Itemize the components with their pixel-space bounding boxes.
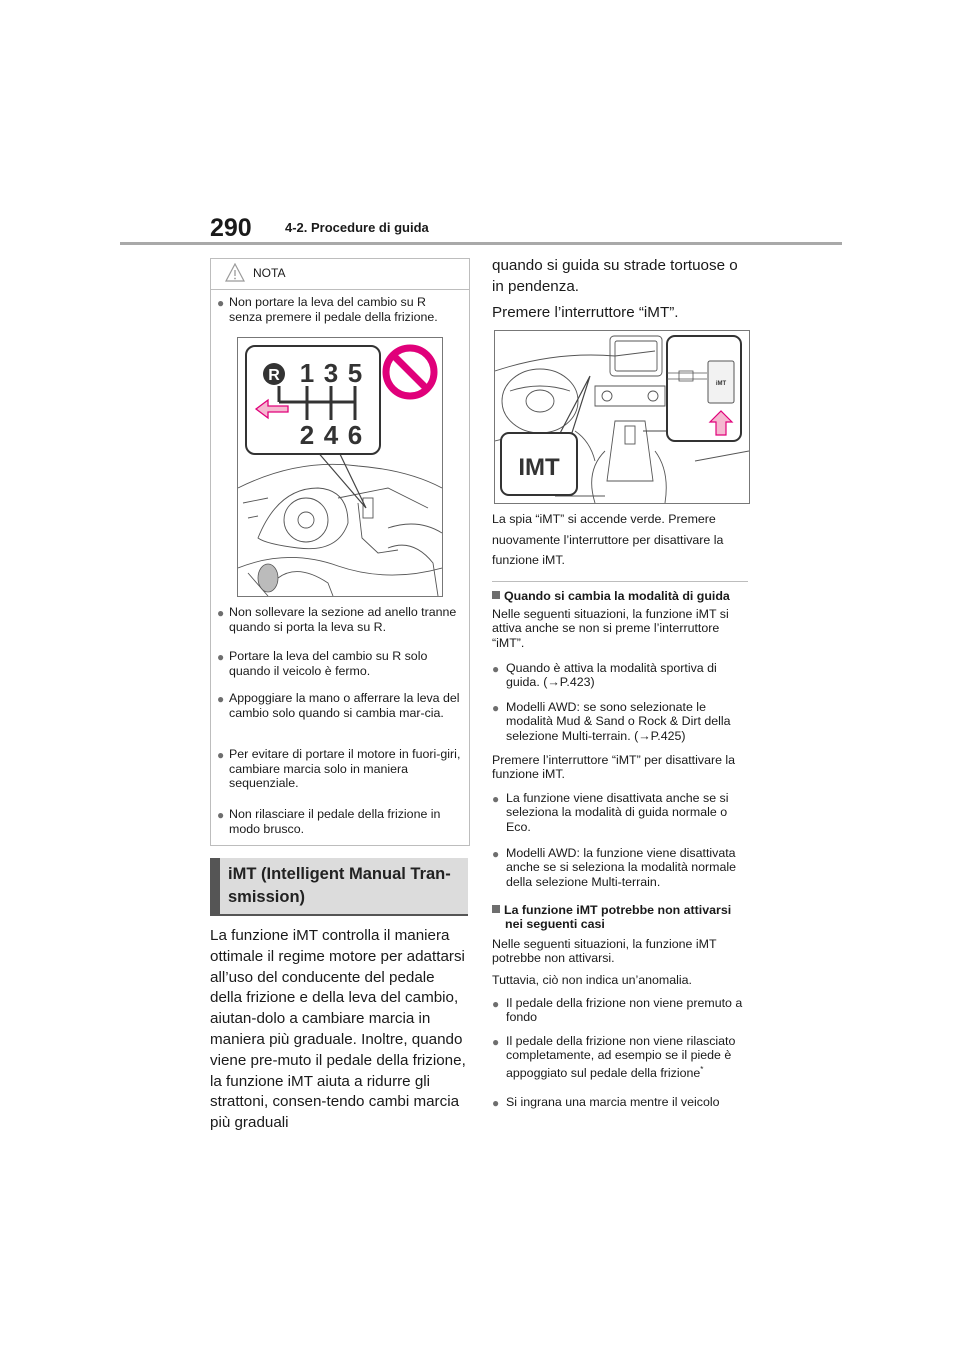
- warning-icon: [225, 263, 245, 287]
- gear-number: 1: [299, 358, 315, 388]
- nota-item: ● Appoggiare la mano o afferrare la leva del cambio solo quando si cambia mar-cia.: [217, 691, 460, 720]
- nota-item: ● Non portare la leva del cambio su R senza premere il pedale della frizione.: [217, 295, 438, 324]
- square-bullet-icon: [492, 905, 500, 913]
- gear-number: 3: [323, 358, 339, 388]
- bullet-icon: ●: [492, 662, 500, 676]
- section-heading-title: iMT (Intelligent Manual Tran- smission): [228, 865, 451, 906]
- footnote-mark: *: [700, 1064, 704, 1074]
- bullet-icon: ●: [492, 847, 500, 861]
- section-heading: [210, 858, 468, 916]
- imt-callout-label: IMT: [518, 454, 560, 481]
- subheading: La funzione iMT potrebbe non attivarsi nei seguenti casi: [492, 903, 750, 931]
- list-item: ● Modelli AWD: la funzione viene disattivata anche se si seleziona la modalità normale della selezione Multi-terrain.: [492, 846, 737, 889]
- paragraph: Nelle seguenti situazioni, la funzione iMT si attiva anche se non si preme l’interruttore “iMT”.: [492, 607, 729, 650]
- list-item: ● Il pedale della frizione non viene premuto a fondo: [492, 996, 743, 1025]
- list-item: ● La funzione viene disattivata anche se si seleziona la modalità di guida normale o Eco.: [492, 791, 729, 834]
- bullet-icon: ●: [217, 808, 225, 822]
- section-heading-bar: [210, 858, 220, 914]
- gear-reverse-label: R: [268, 367, 280, 384]
- nota-item: ● Non sollevare la sezione ad anello tranne quando si porta la leva su R.: [217, 605, 457, 634]
- gear-number: 6: [347, 420, 363, 450]
- nota-label: NOTA: [253, 266, 286, 280]
- nota-header: [211, 259, 469, 290]
- bullet-icon: ●: [217, 748, 225, 762]
- list-item: ● Si ingrana una marcia mentre il veicolo: [492, 1095, 720, 1110]
- gear-number: 2: [299, 420, 315, 450]
- nota-item: ● Portare la leva del cambio su R solo quando il veicolo è fermo.: [217, 649, 428, 678]
- bullet-icon: ●: [217, 296, 225, 310]
- bullet-icon: ●: [492, 792, 500, 806]
- paragraph: Nelle seguenti situazioni, la funzione iMT potrebbe non attivarsi.: [492, 937, 717, 966]
- nota-item: ● Per evitare di portare il motore in fuori-giri, cambiare marcia solo in maniera sequenziale.: [217, 747, 461, 790]
- nota-item: ● Non rilasciare il pedale della frizione in modo brusco.: [217, 807, 441, 836]
- list-item: ● Il pedale della frizione non viene rilasciato completamente, ad esempio se il piede è appoggiato sul pedale della frizione*: [492, 1034, 736, 1080]
- paragraph: Premere l’interruttore “iMT” per disattivare la funzione iMT.: [492, 753, 736, 782]
- press-switch-text: Premere l’interruttore “iMT”.: [492, 304, 679, 321]
- subheading: Quando si cambia la modalità di guida: [492, 589, 750, 603]
- gear-number: 5: [347, 358, 363, 388]
- paragraph: Tuttavia, ciò non indica un’anomalia.: [492, 973, 692, 987]
- imt-switch-label: iMT: [715, 381, 727, 387]
- bullet-icon: ●: [492, 1035, 500, 1049]
- bullet-icon: ●: [217, 650, 225, 664]
- list-item: ● Modelli AWD: se sono selezionate le modalità Mud & Sand o Rock & Dirt della selezione Multi-terrain. (→P.425): [492, 700, 731, 743]
- header-rule: [120, 242, 842, 245]
- gear-number: 4: [323, 420, 339, 450]
- bullet-icon: ●: [492, 701, 500, 715]
- bullet-icon: ●: [217, 606, 225, 620]
- bullet-icon: ●: [492, 1096, 500, 1110]
- section-title: 4-2. Procedure di guida: [285, 220, 429, 235]
- imt-switch-illustration: [494, 330, 750, 504]
- nota-box: [210, 258, 470, 846]
- body-paragraph: La funzione iMT controlla il maniera ottimale il regime motore per adattarsi all’uso del conducente del pedale della frizione e della leva del cambio, aiutan-dolo a cambiare marcia in maniera più graduale. Inoltre, quando viene pre-muto il pedale della frizione, la funzione iMT aiuta a ridurre gli strattoni, consen-tendo cambi marcia più graduali: [210, 927, 466, 1132]
- continuation-text: quando si guida su strade tortuose o in pendenza.: [492, 257, 738, 295]
- figure-caption: La spia “iMT” si accende verde. Premere nuovamente l’interruttore per disattivare la funzione iMT.: [492, 512, 724, 567]
- divider: [492, 581, 748, 582]
- list-item: ● Quando è attiva la modalità sportiva di guida. (→P.423): [492, 661, 717, 690]
- gear-shift-illustration: [237, 337, 443, 597]
- bullet-icon: ●: [492, 997, 500, 1011]
- bullet-icon: ●: [217, 692, 225, 706]
- square-bullet-icon: [492, 591, 500, 599]
- page-number: 290: [210, 214, 252, 242]
